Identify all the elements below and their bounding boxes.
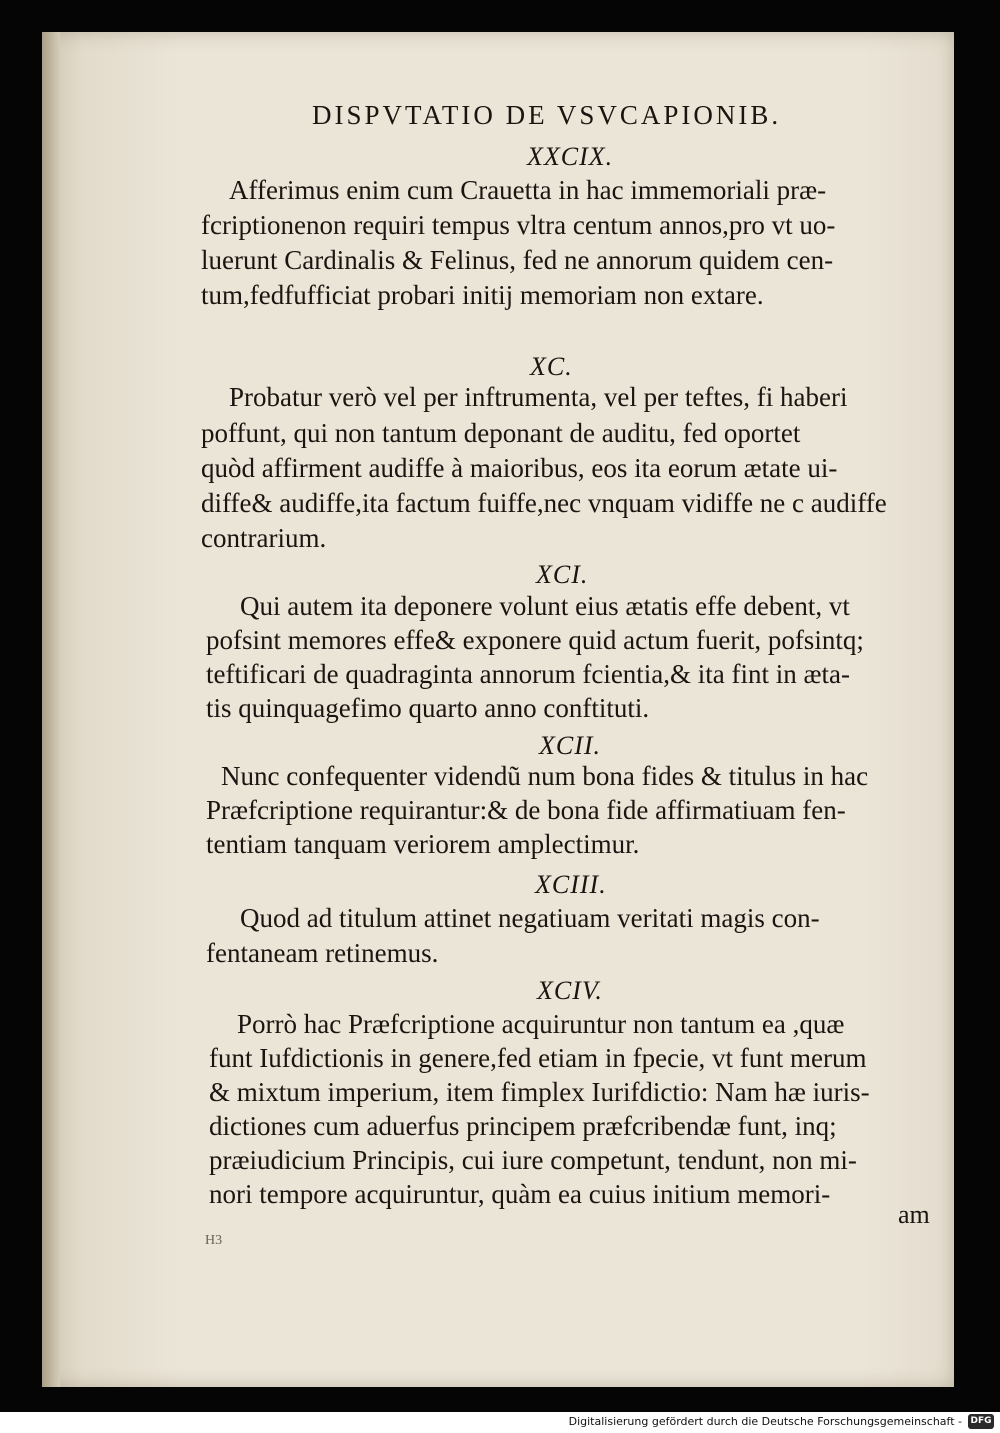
section-number: XXCIX. bbox=[527, 142, 614, 171]
text-line: Porrò hac Præfcriptione acquiruntur non tantum ea ,quæ bbox=[237, 1009, 845, 1039]
text-line: Quod ad titulum attinet negatiuam veritati magis con- bbox=[240, 903, 820, 933]
text-line: pofsint memores effe& exponere quid actum fuerit, pofsintq; bbox=[206, 625, 864, 655]
catchword: am bbox=[898, 1200, 930, 1229]
text-line: fcriptionenon requiri tempus vltra centum annos,pro vt uo- bbox=[201, 210, 836, 240]
signature-mark: H3 bbox=[205, 1233, 223, 1248]
text-line: poffunt, qui non tantum deponant de auditu, fed oportet bbox=[201, 418, 801, 448]
text-line: tis quinquagefimo quarto anno conftituti. bbox=[206, 693, 650, 723]
section-number: XCI. bbox=[536, 560, 589, 589]
dfg-logo: DFG bbox=[968, 1414, 994, 1429]
text-line: diffe& audiffe,ita factum fuiffe,nec vnquam vidiffe ne c audiffe bbox=[201, 488, 887, 518]
page-gutter bbox=[42, 32, 60, 1387]
section-number: XC. bbox=[530, 352, 573, 381]
text-line: funt Iufdictionis in genere,fed etiam in fpecie, vt funt merum bbox=[209, 1043, 867, 1073]
text-line: tentiam tanquam veriorem amplectimur. bbox=[206, 829, 640, 859]
text-line: quòd affirment audiffe à maioribus, eos ita eorum ætate ui- bbox=[201, 453, 838, 483]
text-line: Probatur verò vel per inftrumenta, vel per teftes, fi haberi bbox=[229, 382, 848, 412]
text-line: contrarium. bbox=[201, 523, 327, 553]
text-line: Præfcriptione requirantur:& de bona fide affirmatiuam fen- bbox=[206, 795, 846, 825]
text-line: Nunc confequenter videndũ num bona fides & titulus in hac bbox=[221, 761, 869, 791]
text-line: Qui autem ita deponere volunt eius ætatis effe debent, vt bbox=[240, 591, 850, 621]
text-line: teftificari de quadraginta annorum fcientia,& ita fint in æta- bbox=[206, 659, 851, 689]
text-line: nori tempore acquiruntur, quàm ea cuius initium memori- bbox=[209, 1179, 831, 1209]
section-number: XCII. bbox=[539, 731, 602, 760]
text-line: luerunt Cardinalis & Felinus, fed ne annorum quidem cen- bbox=[201, 245, 834, 275]
text-line: & mixtum imperium, item fimplex Iurifdictio: Nam hæ iuris- bbox=[209, 1077, 870, 1107]
text-line: Afferimus enim cum Crauetta in hac immemoriali præ- bbox=[229, 175, 827, 205]
section-number: XCIII. bbox=[535, 870, 607, 899]
running-head: DISPVTATIO DE VSVCAPIONIB. bbox=[312, 100, 782, 130]
footer-bar bbox=[0, 1412, 1000, 1433]
funding-notice: Digitalisierung gefördert durch die Deutsche Forschungsgemeinschaft - bbox=[568, 1415, 962, 1428]
section-number: XCIV. bbox=[537, 976, 603, 1005]
text-line: tum,fedfufficiat probari initij memoriam non extare. bbox=[201, 280, 764, 310]
text-line: dictiones cum aduerfus principem præfcribendæ funt, inq; bbox=[209, 1111, 837, 1141]
text-line: fentaneam retinemus. bbox=[206, 938, 439, 968]
text-line: præiudicium Principis, cui iure competunt, tendunt, non mi- bbox=[209, 1145, 857, 1175]
